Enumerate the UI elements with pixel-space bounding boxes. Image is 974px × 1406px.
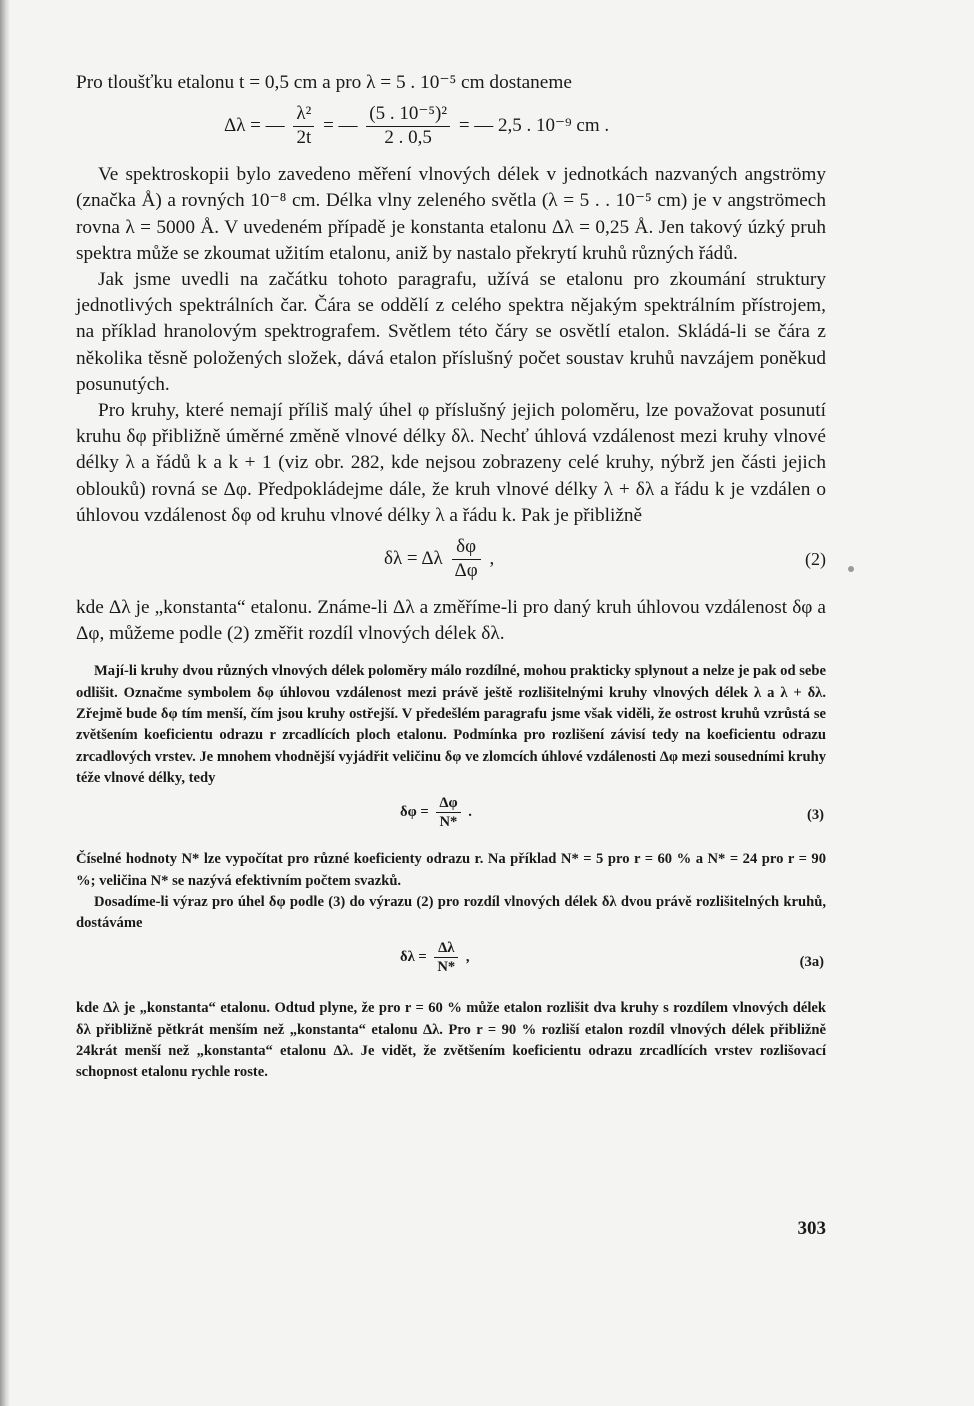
smallprint-conclusion: kde Δλ je „konstanta“ etalonu. Odtud plyne, že pro r = 60 % může etalon rozlišit dva kruhy s rozdílem vlnových délek δλ přibližně pětkrát menším než „konstanta“ etalonu Δλ. Pro r = 90 % rozliší etalon rozdíl vlnových délek přibližně 24krát menší než „konstanta“ etalonu Δλ. Je vidět, že zvětšením koeficientu odrazu zrcadlících vrstev rozlišovací schopnost etalonu rychle roste. — [76, 1000, 826, 1081]
paragraph-angstrom: Ve spektroskopii bylo zavedeno měření vlnových délek v jednotkách nazvaných angströmy (značka Å) a rovných 10⁻⁸ cm. Délka vlny zeleného světla (λ = 5 . . 10⁻⁵ cm) je v angströmech rovna λ = 5000 Å. V uvedeném případě je konstanta etalonu Δλ = 0,25 Å. Jen takový úzký pruh spektra může se zkoumat užitím etalonu, aniž by nastalo překrytí kruhů různých řádů. — [76, 164, 826, 264]
equation-result: = — 2,5 . 10⁻⁹ cm . — [458, 114, 610, 136]
smallprint-resolution: Mají-li kruhy dvou různých vlnových délek poloměry málo rozdílné, mohou prakticky splynout a nelze je pak od sebe odlišit. Označme symbolem δφ úhlovou vzdálenost mezi právě ještě rozlišitelnými kruhy vlnových délek λ a λ + δλ. Zřejmě bude δφ tím menší, čím jsou kruhy ostřejší. V předešlém paragrafu jsme však viděli, že ostrost kruhů vzrůstá se zvětšením koeficientu odrazu r zrcadlících ploch etalonu. Podmínka pro rozlišení závisí tedy na koeficientu odrazu zrcadlových vrstev. Je mnohem vhodnější vyjádřit veličinu δφ ve zlomcích úhlové vzdálenosti Δφ mezi sousedními kruhy téže vlnové délky, tedy — [76, 663, 826, 786]
equation-delta-lambda — [76, 96, 826, 160]
equation-3: δφ = $\frac{\Delta\varphi}{N*}$ . (3) — [400, 795, 824, 831]
equation-number-2: (2) — [805, 549, 826, 570]
equation-lhs: Δλ = — — [224, 114, 285, 136]
equation-number-3a: (3a) — [799, 954, 824, 971]
book-page — [76, 70, 826, 1084]
equation-2: δλ = Δλ $\frac{\delta\varphi}{\Delta\varphi}$ , (2) — [384, 536, 826, 581]
paragraph-intro: Pro tloušťku etalonu t = 0,5 cm a pro λ = 5 . 10⁻⁵ cm dostaneme — [76, 72, 572, 93]
paragraph-structure: Jak jsme uvedli na začátku tohoto paragrafu, užívá se etalonu pro zkoumání struktury jednotlivých spektrálních čar. Čára se oddělí z celého spektra nějakým spektrálním přístrojem, na příklad hranolovým spektrografem. Světlem této čáry se osvětlí etalon. Skládá-li se čára z několika těsně položených složek, dává etalon příslušný počet soustav kruhů navzájem poněkud posunutých. — [76, 269, 826, 395]
equation-mid: = — — [323, 114, 358, 136]
page-number: 303 — [797, 1218, 826, 1239]
paragraph-rings: Pro kruhy, které nemají příliš malý úhel φ příslušný jejich poloměru, lze považovat posunutí kruhu δφ přibližně úměrné změně vlnové délky δλ. Nechť úhlová vzdálenost mezi kruhy vlnové délky λ a řádů k a k + 1 (viz obr. 282, kde nejsou zobrazeny celé kruhy, nýbrž jen části jejich oblouků) rovná se Δφ. Předpokládejme dále, že kruh vlnové délky λ + δλ a řádu k je vzdálen o úhlovou vzdálenost δφ od kruhu vlnové délky λ a řádu k. Pak je přibližně — [76, 400, 826, 526]
fraction-Dlambda-over-N: $\frac{\Delta\lambda}{N*}$ — [434, 940, 458, 975]
scan-binding-edge — [0, 0, 10, 1406]
smallprint-numeric-values: Číselné hodnoty N* lze vypočítat pro různé koeficienty odrazu r. Na příklad N* = 5 pro r = 60 % a N* = 24 pro r = 90 %; veličina N* se nazývá efektivním počtem svazků. — [76, 851, 826, 889]
scan-speck — [848, 566, 854, 572]
equation-number-3: (3) — [806, 807, 824, 824]
smallprint-substitution: Dosadíme-li výraz pro úhel δφ podle (3) do výrazu (2) pro rozdíl vlnových délek δλ dvou právě rozlišitelných kruhů, dostáváme — [76, 893, 826, 932]
fraction-dphi-over-Dphi: $\frac{\delta\varphi}{\Delta\varphi}$ — [452, 537, 481, 582]
paragraph-konstanta: kde Δλ je „konstanta“ etalonu. Známe-li Δλ a změříme-li pro daný kruh úhlovou vzdálenost δφ a Δφ, můžeme podle (2) změřit rozdíl vlnových délek δλ. — [76, 597, 826, 645]
equation-3a: δλ = $\frac{\Delta\lambda}{N*}$ , (3a) — [400, 940, 824, 976]
fraction-lambda-squared: $\frac{\text{λ²}}{2t}$ — [293, 104, 314, 149]
fraction-numeric: $\frac{\text{(5 . 10⁻⁵)²}}{2 . 0,5}$ — [366, 104, 450, 149]
fraction-Dphi-over-N: $\frac{\Delta\varphi}{N*}$ — [436, 795, 460, 830]
